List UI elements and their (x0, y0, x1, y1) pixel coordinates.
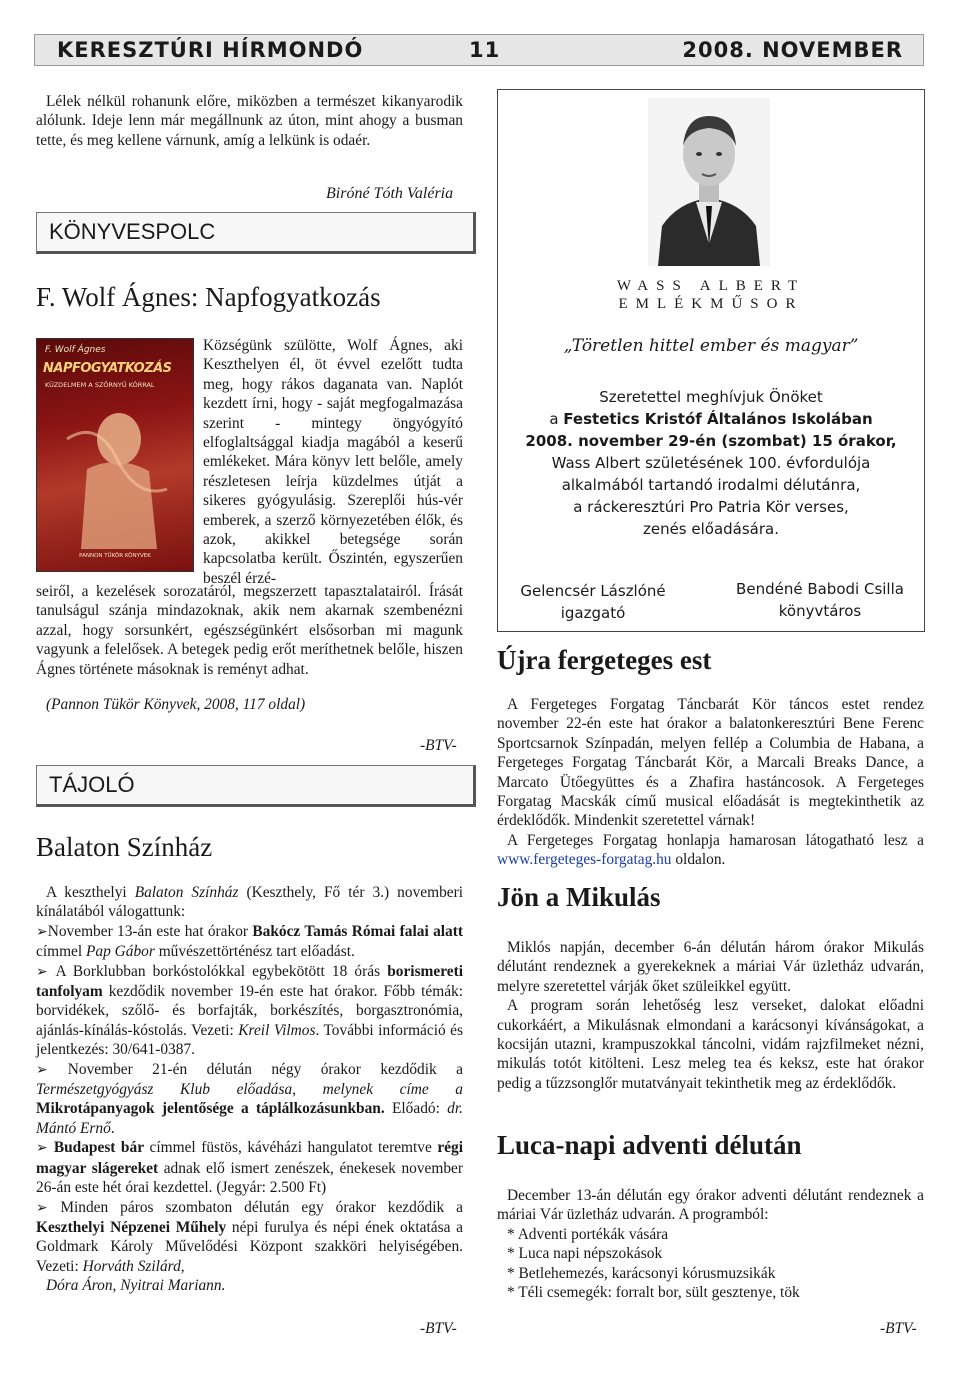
program-item-5-title: Keszthelyi Népzenei Műhely (36, 1218, 227, 1236)
program-item-2-contact: . További információ és jelentkezés: 30/641-0387. (36, 1021, 463, 1059)
wass-invite-line-7: zenés előadására. (642, 520, 780, 538)
issue-date: 2008. NOVEMBER (682, 38, 903, 62)
program-item-3-text-2: Előadó: (384, 1100, 448, 1118)
wass-invite-line-2 (498, 408, 924, 430)
program-item-4-highlight: régi magyar slágereket (36, 1139, 463, 1177)
wass-invite-line-1: Szeretettel meghívjuk Önöket (599, 388, 823, 406)
program-item-2-title: borismereti tanfolyam (36, 962, 463, 1001)
program-item-1-text-3: művészettörténész tart előadást. (154, 943, 355, 961)
article-title-fergeteges: Újra fergeteges est (497, 645, 712, 675)
wass-line-1: WASS ALBERT (616, 278, 806, 294)
cover-publisher: PANNON TÜKÖR KÖNYVEK (79, 553, 151, 559)
signatory-1-role: igazgató (560, 604, 626, 622)
book-review-paragraph-1: Községünk szülötte, Wolf Ágnes, aki Keszthelyen él, öt évvel ezelőtt tudta meg, hogy rákos daganata van. Naplót kezdett írni, hogy - saját megfogalmazása szerint - mintegy öngyógyító elfoglaltsággal kiadja magából a keserű emlékeket. Mára könyv lett belőle, amely részletesen leírja küzdelmes útját a sikeres gyógyulásig. Szereplői hús-vér emberek, a szerző környezetében élők, és azok, akikkel betegsége során kapcsolatba került. Őszintén, egyszerűen beszél érzé- (203, 337, 463, 587)
wass-line-2: EMLÉKMŰSOR (618, 296, 804, 312)
luca-paragraph-1: December 13-án délután egy órakor adventi délutánt rendeznek a máriai Vár üzletház udvarán. A programból: (497, 1187, 924, 1224)
cover-title: NAPFOGYATKOZÁS (43, 361, 172, 376)
program-item-5-hosts-2: Dóra Áron, Nyitrai Mariann. (46, 1277, 226, 1295)
article-title-napfogyatkozas: F. Wolf Ágnes: Napfogyatkozás (36, 282, 381, 312)
program-item-5-text-2: népi furulya és népi ének oktatása a Goldmark Károly Művelődési Központ szakköri helyiségében. Vezeti: (36, 1218, 463, 1275)
program-item-3-text: November 21-én délután négy órakor kezdődik a (67, 1060, 463, 1078)
tajolo-signature: -BTV- (420, 1320, 457, 1337)
program-item-3 (36, 1060, 463, 1139)
intro-paragraph: Lélek nélkül rohanunk előre, miközben a természet kikanyarodik alólunk. Ideje lenn már megállnunk az úton, mint ahogy a busman tette, és meg kellene várnunk, amíg a lelkünk is odaér. (36, 93, 463, 149)
fergeteges-paragraph-1: A Fergeteges Forgatag Táncbarát Kör táncos estet rendez november 22-én este hat órakor a balatonkeresztúri Bene Ferenc Sportcsarnok Színpadán, melyen fellép a Columbia de Habana, a Fergeteges Forgatag Táncbarát Kör, a Marcali Breaks Dance, a Marcato Ütőegyüttes és a Zhafira hastáncosok. A Fergeteges Forgatag Macskák című musical előadását is megtekinthetik az érdeklődők. Mindenkit szeretettel várnak! (497, 696, 924, 830)
wass-date: 2008. november 29-én (szombat) 15 órakor, (525, 432, 897, 450)
luca-article (497, 1186, 924, 1302)
section-tajolo: TÁJOLÓ (36, 765, 476, 807)
arrow-bullet-icon: ➢ (36, 1140, 54, 1157)
balaton-szinhaz-program (36, 883, 463, 1296)
program-item-2-host: Kreil Vilmos (238, 1021, 316, 1039)
arrow-bullet-icon: ➢ (36, 963, 56, 980)
fergeteges-paragraph-2-end: oldalon. (671, 851, 726, 869)
tajolo-intro-rest: (Keszthely, Fő tér 3.) novemberi kínálatából válogattunk: (36, 884, 463, 921)
wass-quote: „Töretlen hittel ember és magyar” (563, 336, 859, 356)
program-item-2-text: A Borklubban borkóstolókkal egybekötött 18 órás (55, 962, 388, 980)
program-item-5-text: Minden páros szombaton délután egy órakor kezdődik a (60, 1198, 463, 1216)
program-item-1-text: November 13-án este hat órakor (47, 922, 253, 940)
section-konyvespolc: KÖNYVESPOLC (36, 212, 476, 254)
signatory-2-name: Bendéné Babodi Csilla (736, 580, 904, 598)
program-item-5 (36, 1198, 463, 1277)
page-header (34, 34, 924, 66)
book-cover-image (36, 338, 194, 572)
program-item-3-title: Mikrotápanyagok jelentősége a táplálkozásunkban. (36, 1100, 385, 1118)
wass-invite-line-6: a ráckeresztúri Pro Patria Kör verses, (573, 498, 849, 516)
wass-invite-line-4: Wass Albert születésének 100. évfordulója (551, 454, 871, 472)
mikulas-article (497, 938, 924, 1093)
book-review-paragraph-2: seiről, a kezelések sorozatáról, megszerzett tapasztalatairól. Írását tanulságul szánja mindazoknak, akik nem akarnak szembenézni azzal, hogy sorsunkért, egészségünkért elsősorban mi magunk vagyunk a felelősek. A betegek pedig erőt meríthetnek belőle, hiszen Ágnes története másoknak is reményt adhat. (36, 583, 463, 678)
program-item-1 (36, 922, 463, 962)
fergeteges-paragraph-2 (497, 831, 924, 870)
program-item-4-text-2: adnak elő ismert zenészek, énekesek november 26-án este hét órai kezdettel. (Jegyár: 2.500 Ft) (36, 1159, 464, 1197)
wass-albert-portrait (648, 98, 770, 266)
wass-invitation-text (498, 386, 924, 540)
luca-signature: -BTV- (880, 1320, 917, 1337)
wass-albert-invitation-box (497, 89, 925, 632)
tajolo-intro-venue: Balaton Színház (134, 884, 239, 901)
luca-program-item: * Téli csemegék: forralt bor, sült gesztenye, tök (507, 1284, 800, 1302)
signatory-2 (720, 578, 920, 622)
arrow-bullet-icon: ➢ (36, 923, 48, 940)
wass-invite-line-2-prefix: a (549, 410, 564, 428)
program-item-4-text: címmel füstös, kávéházi hangulatot teremtve (144, 1139, 438, 1157)
page-number: 11 (469, 38, 501, 62)
book-review-signature: -BTV- (420, 737, 457, 754)
cover-figure (57, 399, 177, 549)
wass-invite-line-5: alkalmából tartandó irodalmi délutánra, (561, 476, 861, 494)
newspaper-name: KERESZTÚRI HÍRMONDÓ (57, 38, 364, 62)
mikulas-paragraph-1: Miklós napján, december 6-án délután három órakor Mikulás délutánt rendeznek a gyerekeknek a máriai Vár üzletház udvarán, melyre szeretettel várják őket szüleikkel együtt. (497, 939, 924, 995)
tajolo-intro (36, 883, 463, 922)
program-item-1-speaker: Pap Gábor (86, 943, 155, 961)
cover-subtitle: KÜZDELMEM A SZÖRNYŰ KÓRRAL (45, 381, 155, 389)
article-title-luca: Luca-napi adventi délután (497, 1130, 802, 1160)
program-item-2-text-2: kezdődik november 19-én este hat órakor. Főbb témák: borvidékek, szőlő- és borfajták, borkészítés, borgasztronómia, ajánlás-kínálás-kóstolás. Vezeti: (36, 983, 463, 1039)
program-item-1-text-2: címmel (36, 943, 87, 961)
luca-program-item: * Luca napi népszokások (507, 1245, 663, 1263)
program-item-3-club: Természetgyógyász Klub előadása, melynek címe a (36, 1081, 463, 1099)
program-item-3-speaker: dr. Mántó Ernő (36, 1100, 463, 1137)
signatory-1-name: Gelencsér Lászlóné (520, 582, 666, 600)
fergeteges-article (497, 695, 924, 870)
mikulas-paragraph-2: A program során lehetőség lesz verseket, dalokat előadni cukorkáért, a Mikulásnak elmondani a karácsonyi kívánságokat, a kocsiján utazni, krampuszokkal táncolni, vidám rajzfilmeket nézni, mikulás totót kitölteni. Lesz meleg tea és keksz, este hat órakor pedig a tűzzsonglőr mutatványait tekinthetik meg az érdeklődők. (497, 997, 924, 1092)
arrow-bullet-icon: ➢ (36, 1061, 68, 1078)
book-source: (Pannon Tükör Könyvek, 2008, 117 oldal) (46, 696, 306, 713)
luca-program-item: * Betlehemezés, karácsonyi kórusmuzsikák (507, 1264, 776, 1282)
fergeteges-paragraph-2-text: A Fergeteges Forgatag honlapja hamarosan látogatható lesz a (507, 831, 924, 849)
tajolo-intro-text: A keszthelyi (46, 884, 135, 901)
wass-venue: Festetics Kristóf Általános Iskolában (563, 410, 873, 428)
signatory-2-role: könyvtáros (778, 602, 862, 620)
fergeteges-website-link[interactable]: www.fergeteges-forgatag.hu (497, 851, 672, 869)
luca-program-item: * Adventi portékák vására (507, 1225, 669, 1243)
program-item-5-host: Horváth Szilárd, (82, 1257, 185, 1275)
intro-author: Biróné Tóth Valéria (326, 185, 454, 202)
program-item-3-end: . (110, 1119, 115, 1137)
article-title-balaton-szinhaz: Balaton Színház (36, 832, 213, 862)
program-item-1-title: Bakócz Tamás Római falai alatt (252, 922, 463, 940)
program-item-4 (36, 1138, 463, 1197)
article-title-mikulas: Jön a Mikulás (497, 882, 661, 912)
cover-author: F. Wolf Ágnes (45, 345, 106, 355)
program-item-2 (36, 962, 463, 1060)
signatory-1 (498, 580, 688, 624)
program-item-4-title: Budapest bár (53, 1139, 145, 1157)
arrow-bullet-icon: ➢ (36, 1199, 61, 1216)
